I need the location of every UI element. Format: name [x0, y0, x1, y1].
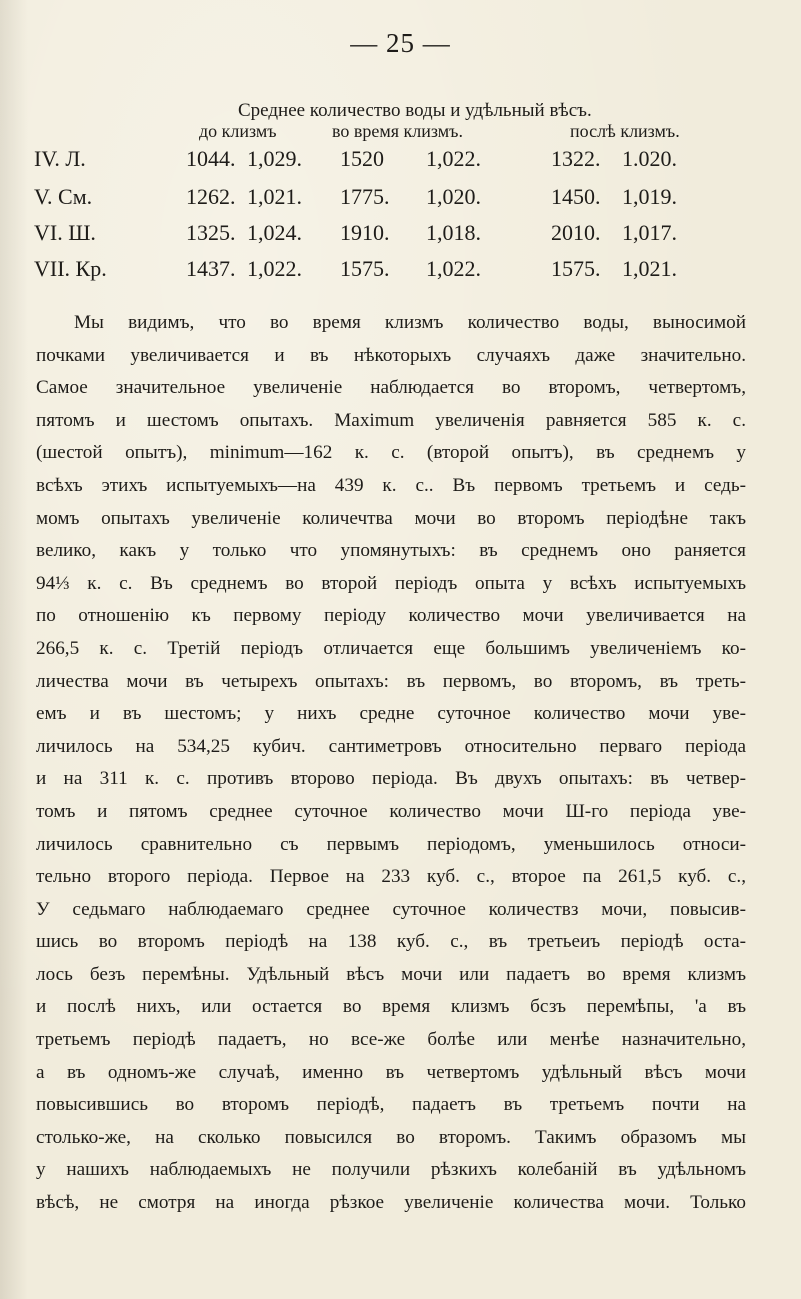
row-label: VII. Кр. — [34, 256, 107, 281]
body-line: Мы видимъ, что во время клизмъ количество воды, выносимой — [74, 312, 746, 333]
after-quantity: 1575. — [551, 256, 601, 281]
body-line: всѣхъ этихъ испытуемыхъ—на 439 к. с.. Въ первомъ третьемъ и седь- — [36, 474, 746, 496]
after-specific-gravity: 1,021. — [622, 256, 677, 281]
body-line: и послѣ нихъ, или остается во время клизмъ бсзъ перемѣпы, 'а въ — [36, 996, 746, 1018]
body-line: а въ одномъ-же случаѣ, именно въ четвертомъ удѣльный вѣсъ мочи — [36, 1061, 746, 1083]
body-line: по отношенію къ первому періоду количество мочи увеличивается на — [36, 605, 746, 627]
body-line: томъ и пятомъ среднее суточное количество мочи Ш-го періода уве- — [36, 800, 746, 822]
during-specific-gravity: 1,020. — [426, 184, 481, 209]
table-caption: Среднее количество воды и удѣльный вѣсъ. — [238, 100, 592, 121]
column-head-during: во время клизмъ. — [332, 121, 463, 141]
body-line: личилось сравнительно съ первымъ періодомъ, уменьшилось относи- — [36, 833, 746, 855]
body-line: личилось на 534,25 кубич. сантиметровъ относительно перваго періода — [36, 735, 746, 757]
body-line: столько-же, на сколько повысился во второмъ. Такимъ образомъ мы — [36, 1126, 746, 1148]
body-line: 94⅓ к. с. Въ среднемъ во второй періодъ опыта у всѣхъ испытуемыхъ — [36, 572, 746, 594]
before-quantity: 1262. — [186, 184, 236, 209]
after-quantity: 1450. — [551, 184, 601, 209]
before-quantity: 1325. — [186, 220, 236, 245]
after-quantity: 2010. — [551, 220, 601, 245]
before-quantity: 1044. — [186, 146, 236, 171]
body-line: велико, какъ у только что упомянутыхъ: въ среднемъ оно раняется — [36, 540, 746, 562]
body-line: тельно второго періода. Первое на 233 куб. с., второе па 261,5 куб. с., — [36, 866, 746, 888]
body-line: 266,5 к. с. Третій періодъ отличается еще большимъ увеличеніемъ ко- — [36, 637, 746, 659]
body-line: (шестой опытъ), minimum—162 к. с. (второй опытъ), въ среднемъ у — [36, 442, 746, 464]
before-specific-gravity: 1,021. — [247, 184, 302, 209]
body-line: У седьмаго наблюдаемаго среднее суточное количествз мочи, повысив- — [36, 898, 746, 920]
after-specific-gravity: 1.020. — [622, 146, 677, 171]
row-label: VI. Ш. — [34, 220, 96, 245]
body-line: шись во второмъ періодѣ на 138 куб. с., въ третьеиъ періодѣ оста- — [36, 931, 746, 953]
table-row — [0, 256, 801, 290]
during-specific-gravity: 1,018. — [426, 220, 481, 245]
body-line: Самое значительное увеличеніе наблюдается во второмъ, четвертомъ, — [36, 377, 746, 399]
body-line: личества мочи въ четырехъ опытахъ: въ первомъ, во второмъ, въ треть- — [36, 670, 746, 692]
body-paragraph — [36, 307, 746, 1220]
table-row — [0, 146, 801, 180]
body-line: почками увеличивается и въ нѣкоторыхъ случаяхъ даже значительно. — [36, 344, 746, 366]
table-row — [0, 220, 801, 254]
after-quantity: 1322. — [551, 146, 601, 171]
body-line: лось безъ перемѣны. Удѣльный вѣсъ мочи или падаетъ во время клизмъ — [36, 963, 746, 985]
after-specific-gravity: 1,017. — [622, 220, 677, 245]
after-specific-gravity: 1,019. — [622, 184, 677, 209]
during-specific-gravity: 1,022. — [426, 256, 481, 281]
during-quantity: 1520 — [340, 146, 384, 171]
table-row — [0, 184, 801, 218]
during-quantity: 1575. — [340, 256, 390, 281]
column-head-before: до клизмъ — [199, 121, 277, 141]
body-line: вѣсѣ, не смотря на иногда рѣзкое увеличеніе количества мочи. Только — [36, 1192, 746, 1214]
before-quantity: 1437. — [186, 256, 236, 281]
before-specific-gravity: 1,022. — [247, 256, 302, 281]
body-line: третьемъ періодѣ падаетъ, но все-же болѣе или менѣе назначительно, — [36, 1029, 746, 1051]
before-specific-gravity: 1,024. — [247, 220, 302, 245]
during-quantity: 1775. — [340, 184, 390, 209]
during-quantity: 1910. — [340, 220, 390, 245]
page-number: — 25 — — [350, 28, 451, 58]
body-line: емъ и въ шестомъ; у нихъ средне суточное количество мочи уве- — [36, 703, 746, 725]
row-label: IV. Л. — [34, 146, 86, 171]
body-line: пятомъ и шестомъ опытахъ. Maximum увеличенія равняется 585 к. с. — [36, 409, 746, 431]
body-line: момъ опытахъ увеличеніе количечтва мочи во второмъ періодѣне такъ — [36, 507, 746, 529]
body-line: у нашихъ наблюдаемыхъ не получили рѣзкихъ колебаній въ удѣльномъ — [36, 1159, 746, 1181]
during-specific-gravity: 1,022. — [426, 146, 481, 171]
body-line: и на 311 к. с. противъ второво періода. Въ двухъ опытахъ: въ четвер- — [36, 768, 746, 790]
before-specific-gravity: 1,029. — [247, 146, 302, 171]
column-head-after: послѣ клизмъ. — [570, 121, 680, 141]
row-label: V. См. — [34, 184, 93, 209]
body-line: повысившись во второмъ періодѣ, падаетъ въ третьемъ почти на — [36, 1094, 746, 1116]
